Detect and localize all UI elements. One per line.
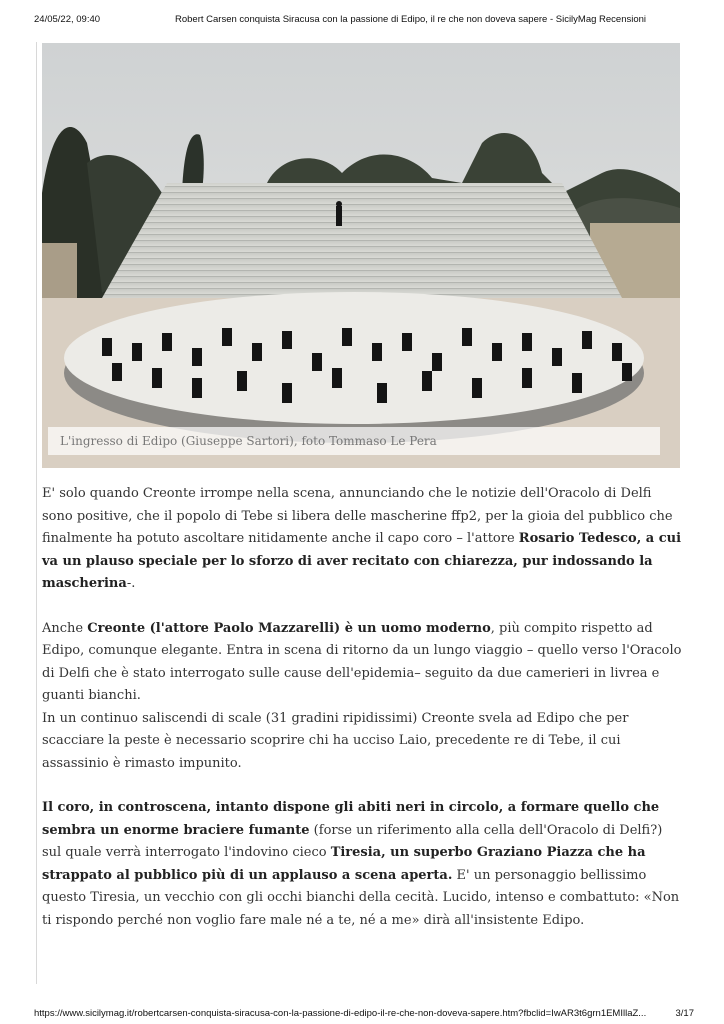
text-run: -. [126,576,136,591]
article-body [42,483,682,954]
article-paragraph-1 [42,483,682,596]
text-run: In un continuo saliscendi di scale (31 gradini ripidissimi) Creonte svela ad Edipo che per scacciare la peste è necessario scoprire chi ha ucciso Laio, precedente re di Tebe, il cui assassinio è rimasto impunito. [42,710,629,771]
bold-text-run: Rosario Tedesco, a cui va un plauso speciale per lo sforzo di aver recitato con chiarezza, pur indossando la mascherina [42,531,682,591]
text-run: , più compito rispetto ad Edipo, comunque elegante. Entra in scena di ritorno da un lungo viaggio – quello verso l'Oracolo di Delfi che è stato interrogato sulle cause dell'epidemia– seguito da due camerieri in livrea e guanti bianchi. [42,620,682,703]
article-photo [42,43,680,468]
article-paragraph-3 [42,797,682,932]
bold-text-run: Creonte (l'attore Paolo Mazzarelli) è un uomo moderno [87,620,491,636]
text-run: E' solo quando Creonte irrompe nella scena, annunciando che le notizie dell'Oracolo di Delfi sono positive, che il popolo di Tebe si libera delle mascherine ffp2, per la gioia del pubblico che finalmente ha potuto ascoltare nitidamente anche il capo coro – l'attore [42,486,673,546]
page-number: 3/17 [675,1008,694,1019]
text-run: (forse un riferimento alla cella dell'Oracolo di Delfi?) sul quale verrà interrogato l'indovino cieco [42,822,663,860]
text-run: E' un personaggio bellissimo questo Tiresia, un vecchio con gli occhi bianchi della cecità. Lucido, intenso e combattuto: «Non ti rispondo perché non voglio fare male né a te, né a me» dirà all'insistente Edipo. [42,867,680,928]
print-date: 24/05/22, 09:40 [34,14,101,25]
photo-caption: L'ingresso di Edipo (Giuseppe Sartori), foto Tommaso Le Pera [48,427,660,455]
theatre-stage-illustration [42,43,680,468]
bold-text-run: Il coro, in controscena, intanto dispone gli abiti neri in circolo, a formare quello che sembra un enorme braciere fumante [42,800,660,838]
article-paragraph-2 [42,618,682,776]
bold-text-run: Tiresia, un superbo Graziano Piazza che ha strappato al pubblico più di un applauso a scena aperta. [42,845,646,883]
print-url: https://www.sicilymag.it/robertcarsen-conquista-siracusa-con-la-passione-di-edipo-il-re-che-non-doveva-sapere.htm?fbclid=IwAR3t6grn1EMIllaZ... [34,1008,647,1019]
page-left-rule [36,42,37,984]
print-page-title: Robert Carsen conquista Siracusa con la passione di Edipo, il re che non doveva sapere - SicilyMag Recensioni [175,14,647,25]
text-run: Anche [42,620,88,636]
